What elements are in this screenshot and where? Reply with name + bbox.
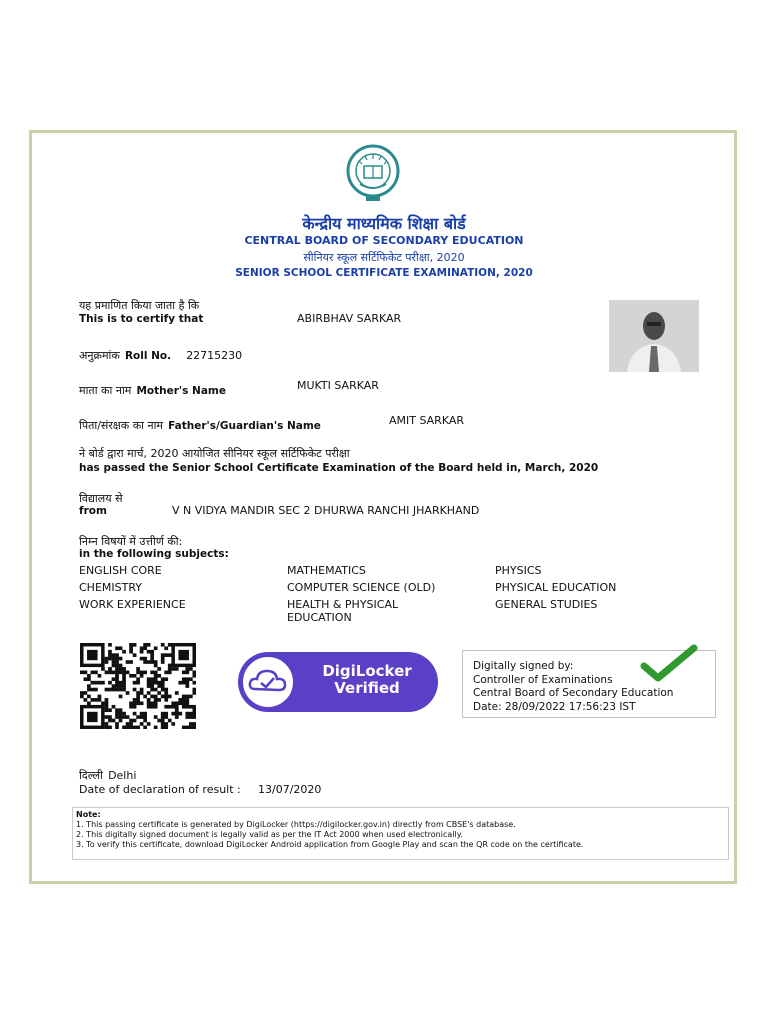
subject-item: PHYSICS [495, 564, 542, 577]
mother-label-english: Mother's Name [136, 385, 226, 397]
subject-item: COMPUTER SCIENCE (OLD) [287, 581, 436, 594]
cloud-check-icon [243, 657, 293, 707]
digilocker-verified-text [302, 663, 432, 697]
place-english: Delhi [108, 769, 137, 782]
father-label-hindi: पिता/संरक्षक का नाम [79, 419, 164, 432]
father-label-english: Father's/Guardian's Name [168, 420, 321, 432]
declaration-label: Date of declaration of result : [79, 783, 241, 796]
mother-label-hindi: माता का नाम [79, 384, 132, 397]
roll-number: 22715230 [186, 349, 243, 362]
candidate-name: ABIRBHAV SARKAR [297, 312, 402, 325]
subject-item: WORK EXPERIENCE [79, 598, 186, 611]
note-item: 3. To verify this certificate, download DigiLocker Android application from Google Play and scan the QR code on the certificate. [76, 840, 584, 849]
checkmark-icon [640, 644, 698, 684]
school-label-english: from [79, 505, 107, 517]
passed-text-hindi: ने बोर्ड द्वारा मार्च, 2020 आयोजित सीनियर स्कूल सर्टिफिकेट परीक्षा [79, 447, 350, 460]
subjects-label-hindi: निम्न विषयों में उत्तीर्ण की: [79, 535, 183, 548]
board-name-english: CENTRAL BOARD OF SECONDARY EDUCATION [244, 234, 524, 247]
mother-label [79, 379, 226, 398]
digilocker-line-2: Verified [334, 679, 400, 697]
exam-name-hindi: सीनियर स्कूल सर्टिफिकेट परीक्षा, 2020 [303, 251, 465, 264]
digilocker-line-1: DigiLocker [322, 662, 412, 680]
qr-code[interactable] [80, 643, 196, 729]
mother-name: MUKTI SARKAR [297, 379, 379, 392]
subject-item: EDUCATION [287, 611, 352, 624]
declaration-date: 13/07/2020 [258, 783, 322, 796]
school-label-hindi: विद्यालय से [79, 492, 123, 505]
certify-label-english: This is to certify that [79, 313, 204, 325]
subjects-label-english: in the following subjects: [79, 548, 229, 560]
subject-item: PHYSICAL EDUCATION [495, 581, 617, 594]
notes [76, 810, 583, 850]
subject-item: MATHEMATICS [287, 564, 366, 577]
cbse-emblem-icon [346, 144, 400, 204]
roll-label-english: Roll No. [124, 350, 172, 362]
exam-name-english: SENIOR SCHOOL CERTIFICATE EXAMINATION, 2020 [235, 267, 533, 279]
notes-title: Note: [76, 810, 101, 819]
certify-label-hindi: यह प्रमाणित किया जाता है कि [79, 299, 200, 312]
signature-line-4: Date: 28/09/2022 17:56:23 IST [473, 700, 636, 713]
signature-line-2: Controller of Examinations [473, 673, 613, 686]
note-item: 1. This passing certificate is generated by DigiLocker (https://digilocker.gov.in) directly from CBSE's database. [76, 820, 516, 829]
candidate-photo [609, 300, 699, 372]
signature-line-3: Central Board of Secondary Education [473, 687, 674, 699]
board-name-hindi: केन्द्रीय माध्यमिक शिक्षा बोर्ड [302, 214, 466, 233]
place-hindi: दिल्ली [79, 769, 103, 782]
subject-item: HEALTH & PHYSICAL [287, 598, 399, 611]
father-label [79, 414, 321, 433]
roll-row [79, 344, 242, 363]
father-name: AMIT SARKAR [389, 414, 465, 427]
signature-line-1: Digitally signed by: [473, 660, 574, 672]
digilocker-logo [240, 654, 296, 710]
note-item: 2. This digitally signed document is legally valid as per the IT Act 2000 when used electronically. [76, 830, 463, 839]
subject-item: GENERAL STUDIES [495, 598, 598, 611]
passed-text-english: has passed the Senior School Certificate Examination of the Board held in, March, 2020 [79, 462, 599, 474]
subject-item: ENGLISH CORE [79, 564, 162, 577]
place [79, 764, 136, 783]
school-name: V N VIDYA MANDIR SEC 2 DHURWA RANCHI JHARKHAND [172, 504, 480, 517]
subject-item: CHEMISTRY [79, 581, 142, 594]
roll-label-hindi: अनुक्रमांक [79, 349, 120, 362]
